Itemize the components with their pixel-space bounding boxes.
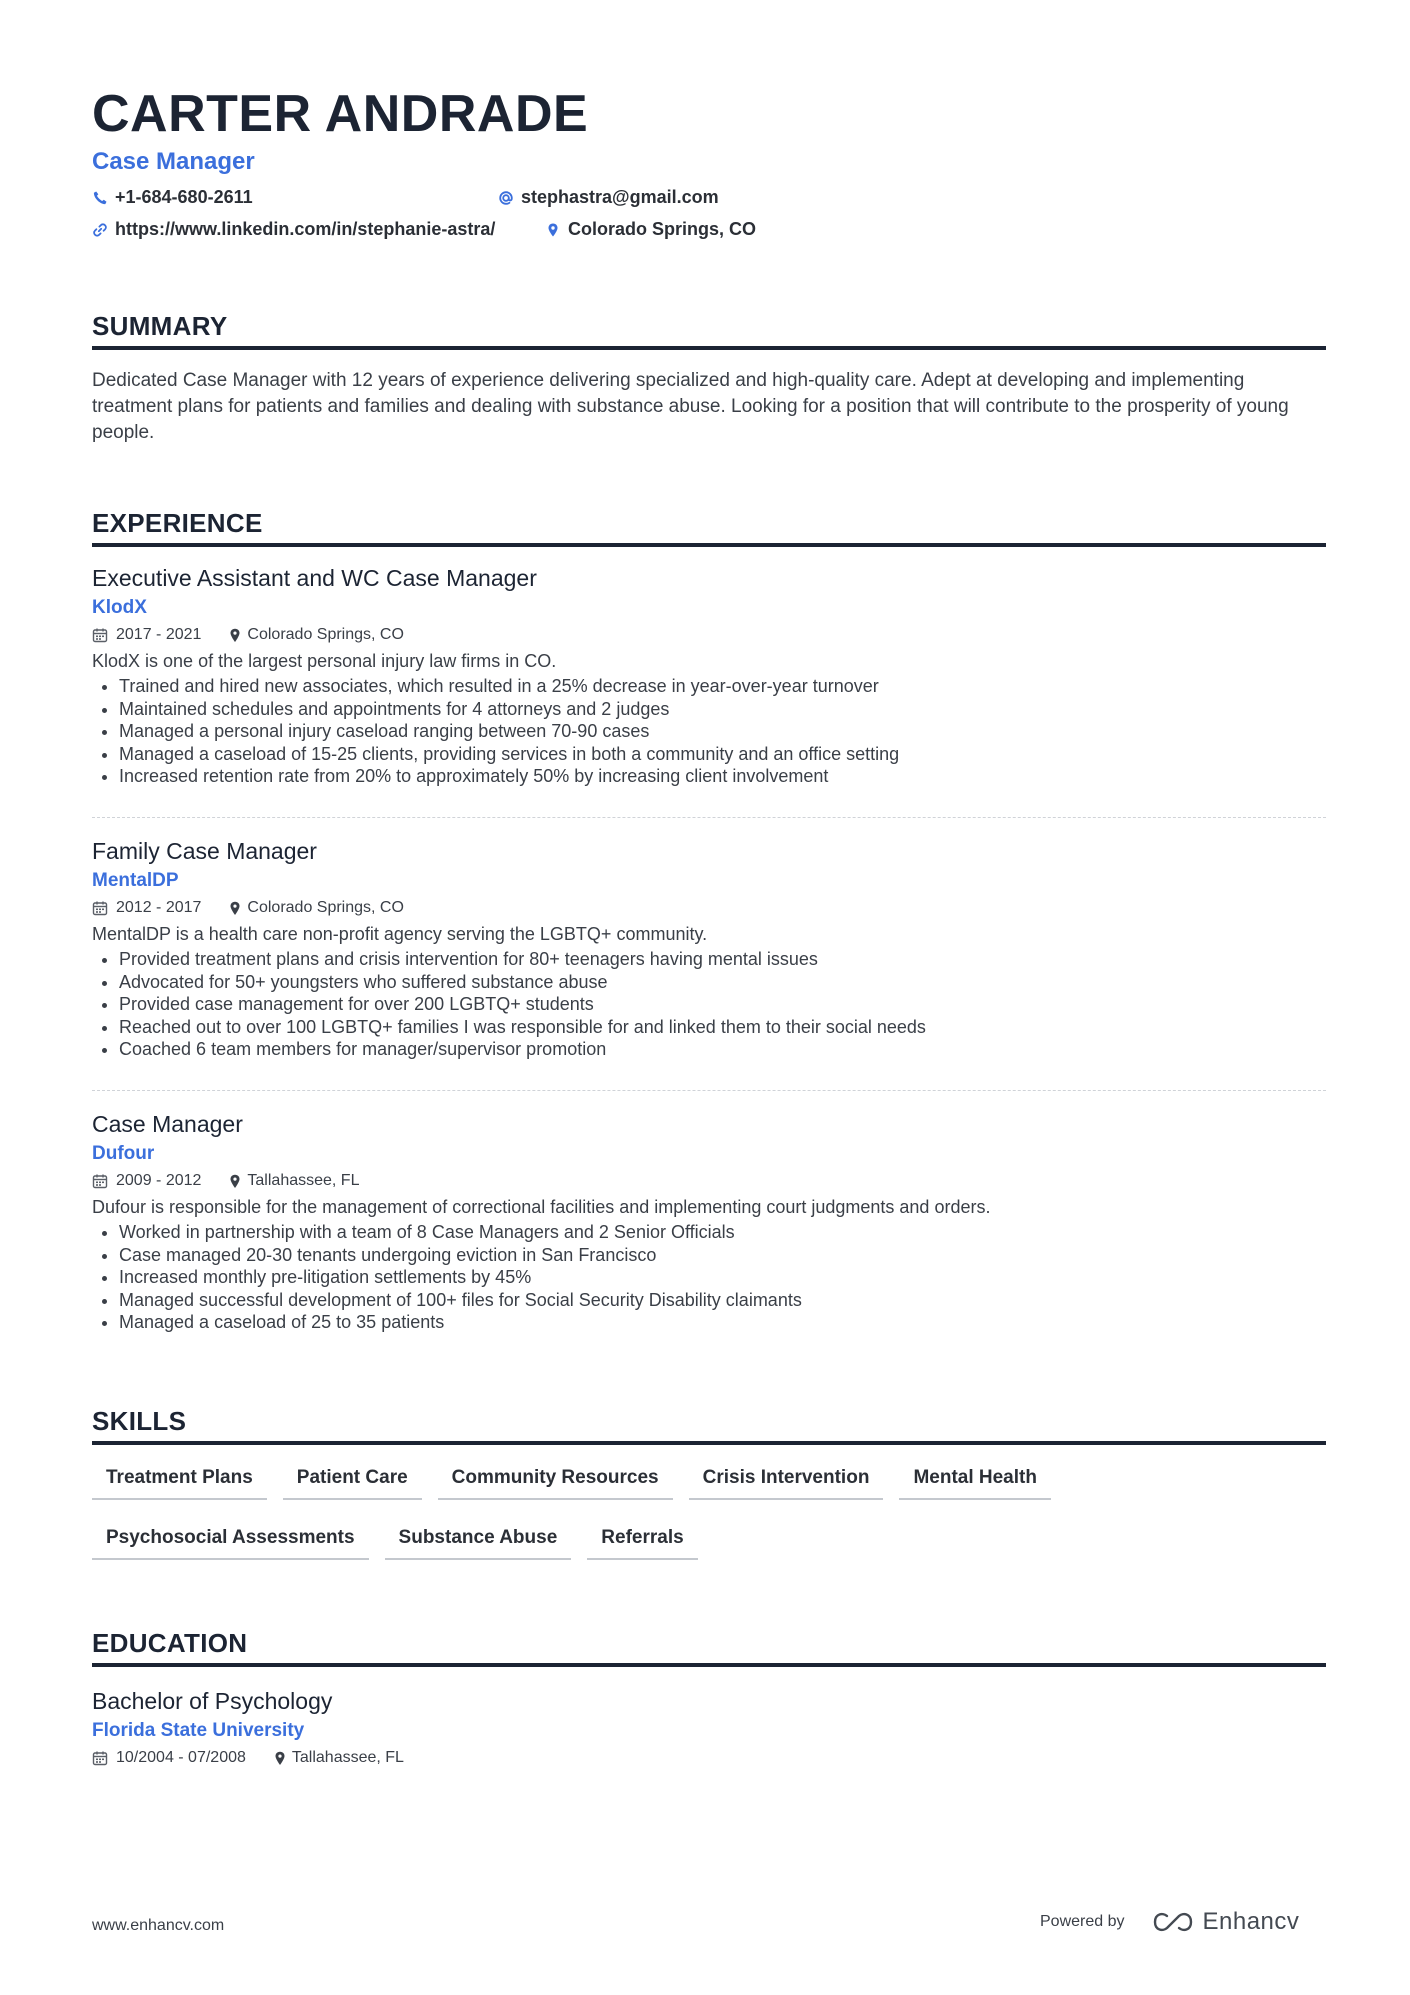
education-heading: EDUCATION xyxy=(92,1628,1326,1667)
education-location-text: Tallahassee, FL xyxy=(291,1749,404,1766)
enhancv-wordmark: Enhancv xyxy=(1202,1908,1300,1935)
school-name[interactable]: Florida State University xyxy=(92,1720,305,1741)
education-entry xyxy=(92,1686,1326,1770)
list-item: • Provided treatment plans and crisis intervention for 80+ teenagers having mental issues xyxy=(119,948,1326,971)
phone-number: +1-684-680-2611 xyxy=(115,187,253,207)
job-location-text: Colorado Springs, CO xyxy=(247,626,404,643)
company-name[interactable]: KlodX xyxy=(92,597,147,618)
skill-tag: Patient Care xyxy=(283,1466,422,1500)
achievement-list xyxy=(92,1221,1326,1334)
list-item: • Advocated for 50+ youngsters who suffered substance abuse xyxy=(119,971,1326,994)
calendar-icon xyxy=(92,900,108,916)
map-pin-icon xyxy=(229,1174,241,1189)
summary-text: Dedicated Case Manager with 12 years of experience delivering specialized and high-quality care. Adept at developing and implementing treatment plans for patients and families and dealing with substance abuse. Looking for a position that will contribute to the prosperity of young people. xyxy=(92,370,1289,443)
calendar-icon xyxy=(92,1750,108,1766)
skill-tag: Treatment Plans xyxy=(92,1466,267,1500)
location-contact xyxy=(545,219,756,240)
job-location xyxy=(229,623,404,647)
job-location xyxy=(229,1169,359,1193)
email-contact[interactable] xyxy=(498,187,719,208)
skill-tag: Crisis Intervention xyxy=(689,1466,884,1500)
list-item: • Increased retention rate from 20% to approximately 50% by increasing client involvement xyxy=(119,765,1326,788)
company-description: Dufour is responsible for the management of correctional facilities and implementing court judgments and orders. xyxy=(92,1197,991,1217)
enhancv-logo-icon xyxy=(1151,1911,1195,1933)
map-pin-icon xyxy=(545,222,561,238)
experience-heading: EXPERIENCE xyxy=(92,508,1326,547)
map-pin-icon xyxy=(229,901,241,916)
company-name[interactable]: MentalDP xyxy=(92,870,179,891)
phone-contact[interactable] xyxy=(92,187,253,208)
footer-branding[interactable] xyxy=(1040,1908,1299,1936)
list-item: • Maintained schedules and appointments for 4 attorneys and 2 judges xyxy=(119,698,1326,721)
list-item: • Coached 6 team members for manager/supervisor promotion xyxy=(119,1038,1326,1061)
job-dates: 2017 - 2021 xyxy=(116,626,202,643)
skill-tag: Substance Abuse xyxy=(385,1526,572,1560)
job-location-text: Colorado Springs, CO xyxy=(247,899,404,916)
footer-website[interactable]: www.enhancv.com xyxy=(92,1917,225,1934)
candidate-name: CARTER ANDRADE xyxy=(92,85,589,143)
job-title: Case Manager xyxy=(92,1111,243,1137)
job-entry-mentaldp xyxy=(92,836,1326,1061)
location-text: Colorado Springs, CO xyxy=(568,219,757,239)
education-location xyxy=(274,1746,404,1770)
phone-icon xyxy=(92,190,108,206)
achievement-list xyxy=(92,675,1326,788)
list-item: • Managed successful development of 100+ files for Social Security Disability claimants xyxy=(119,1289,1326,1312)
powered-by-label: Powered by xyxy=(1040,1913,1125,1930)
list-item: • Provided case management for over 200 LGBTQ+ students xyxy=(119,993,1326,1016)
map-pin-icon xyxy=(274,1751,286,1766)
email-address: stephastra@gmail.com xyxy=(521,187,719,207)
job-divider xyxy=(92,1090,1326,1091)
calendar-icon xyxy=(92,1173,108,1189)
at-icon xyxy=(498,190,514,206)
calendar-icon xyxy=(92,627,108,643)
degree-title: Bachelor of Psychology xyxy=(92,1688,333,1714)
education-meta xyxy=(92,1746,1326,1770)
skill-tag: Mental Health xyxy=(899,1466,1051,1500)
list-item: • Managed a caseload of 15-25 clients, providing services in both a community and an office setting xyxy=(119,743,1326,766)
education-dates: 10/2004 - 07/2008 xyxy=(116,1749,246,1766)
job-title: Executive Assistant and WC Case Manager xyxy=(92,565,537,591)
job-entry-klodx xyxy=(92,563,1326,788)
job-title: Family Case Manager xyxy=(92,838,317,864)
job-dates: 2009 - 2012 xyxy=(116,1172,202,1189)
skills-heading: SKILLS xyxy=(92,1406,1326,1445)
skill-tag: Community Resources xyxy=(438,1466,673,1500)
job-location xyxy=(229,896,404,920)
job-location-text: Tallahassee, FL xyxy=(247,1172,360,1189)
job-meta xyxy=(92,623,1326,647)
list-item: • Managed a personal injury caseload ranging between 70-90 cases xyxy=(119,720,1326,743)
list-item: • Case managed 20-30 tenants undergoing eviction in San Francisco xyxy=(119,1244,1326,1267)
job-entry-dufour xyxy=(92,1109,1326,1334)
candidate-title: Case Manager xyxy=(92,148,255,175)
skill-tag: Referrals xyxy=(587,1526,697,1560)
skills-list xyxy=(92,1466,1326,1586)
company-description: KlodX is one of the largest personal injury law firms in CO. xyxy=(92,651,557,671)
job-dates: 2012 - 2017 xyxy=(116,899,202,916)
linkedin-contact[interactable] xyxy=(92,219,495,240)
company-name[interactable]: Dufour xyxy=(92,1143,155,1164)
list-item: • Trained and hired new associates, which resulted in a 25% decrease in year-over-year turnover xyxy=(119,675,1326,698)
job-meta xyxy=(92,896,1326,920)
company-description: MentalDP is a health care non-profit agency serving the LGBTQ+ community. xyxy=(92,924,708,944)
map-pin-icon xyxy=(229,628,241,643)
linkedin-url: https://www.linkedin.com/in/stephanie-astra/ xyxy=(115,219,496,239)
job-divider xyxy=(92,817,1326,818)
link-icon xyxy=(92,222,108,238)
job-meta xyxy=(92,1169,1326,1193)
list-item: • Managed a caseload of 25 to 35 patients xyxy=(119,1311,1326,1334)
achievement-list xyxy=(92,948,1326,1061)
skill-tag: Psychosocial Assessments xyxy=(92,1526,369,1560)
summary-heading: SUMMARY xyxy=(92,311,1326,350)
list-item: • Worked in partnership with a team of 8 Case Managers and 2 Senior Officials xyxy=(119,1221,1326,1244)
list-item: • Reached out to over 100 LGBTQ+ families I was responsible for and linked them to their social needs xyxy=(119,1016,1326,1039)
list-item: • Increased monthly pre-litigation settlements by 45% xyxy=(119,1266,1326,1289)
